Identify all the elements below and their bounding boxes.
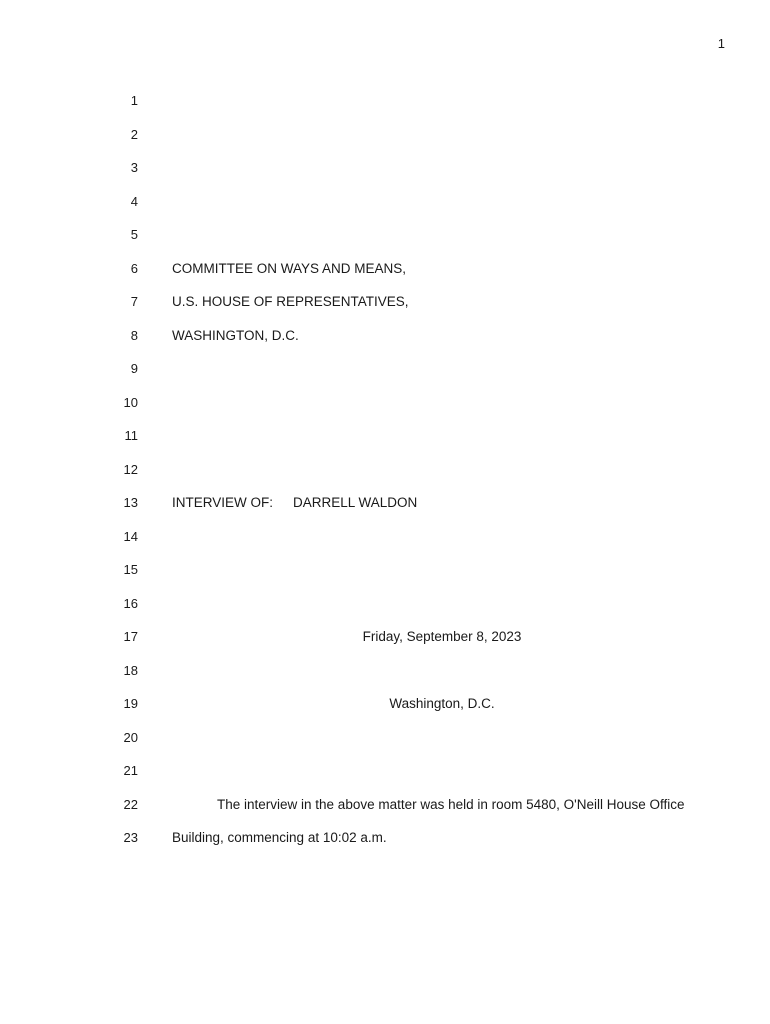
transcript-line (0, 595, 770, 629)
chamber-name: U.S. HOUSE OF REPRESENTATIVES, (172, 294, 409, 309)
transcript-line (0, 226, 770, 260)
transcript-line (0, 494, 770, 528)
transcript-line (0, 260, 770, 294)
transcript-line (0, 360, 770, 394)
line-number: 3 (130, 160, 138, 175)
transcript-line (0, 461, 770, 495)
line-number: 15 (123, 562, 138, 577)
line-number: 21 (123, 763, 138, 778)
interviewee-line (172, 494, 417, 512)
line-number: 20 (123, 729, 138, 745)
line-number: 4 (130, 193, 138, 209)
line-number: 18 (123, 662, 138, 678)
line-number: 9 (130, 361, 138, 376)
transcript-line (0, 394, 770, 428)
transcript-line (0, 293, 770, 327)
transcript-line (0, 829, 770, 863)
transcript-line (0, 695, 770, 729)
line-number: 14 (123, 528, 138, 544)
transcript-line (0, 762, 770, 796)
line-number: 23 (123, 830, 138, 845)
transcript-line (0, 327, 770, 361)
line-number: 8 (130, 327, 138, 343)
transcript-line (0, 729, 770, 763)
transcript-line (0, 126, 770, 160)
transcript-line (0, 193, 770, 227)
committee-location: WASHINGTON, D.C. (172, 327, 299, 343)
line-number: 12 (123, 461, 138, 477)
transcript-line (0, 662, 770, 696)
committee-name: COMMITTEE ON WAYS AND MEANS, (172, 260, 407, 276)
transcript-line (0, 796, 770, 830)
interview-label: INTERVIEW OF: (172, 495, 274, 510)
transcript-line (0, 427, 770, 461)
line-number: 13 (123, 495, 138, 510)
line-number: 6 (130, 260, 138, 276)
page-number: 1 (717, 36, 725, 51)
line-number: 10 (123, 394, 138, 410)
line-number: 16 (123, 595, 138, 611)
line-number: 19 (123, 696, 138, 711)
transcript-body (0, 92, 770, 863)
statement-text: Building, commencing at 10:02 a.m. (172, 830, 387, 845)
line-number: 17 (123, 629, 138, 644)
interview-date: Friday, September 8, 2023 (362, 629, 522, 644)
line-number: 7 (130, 294, 138, 309)
line-number: 11 (124, 428, 138, 443)
transcript-line (0, 628, 770, 662)
transcript-line (0, 159, 770, 193)
line-number: 22 (123, 796, 138, 812)
interview-city: Washington, D.C. (389, 696, 495, 711)
line-number: 1 (130, 93, 138, 108)
transcript-line (0, 92, 770, 126)
line-number: 2 (130, 126, 138, 142)
transcript-line (0, 561, 770, 595)
line-number: 5 (130, 227, 138, 242)
transcript-line (0, 528, 770, 562)
statement-text: The interview in the above matter was held in room 5480, O'Neill House Office (217, 796, 685, 812)
interviewee-name: DARRELL WALDON (293, 495, 418, 510)
